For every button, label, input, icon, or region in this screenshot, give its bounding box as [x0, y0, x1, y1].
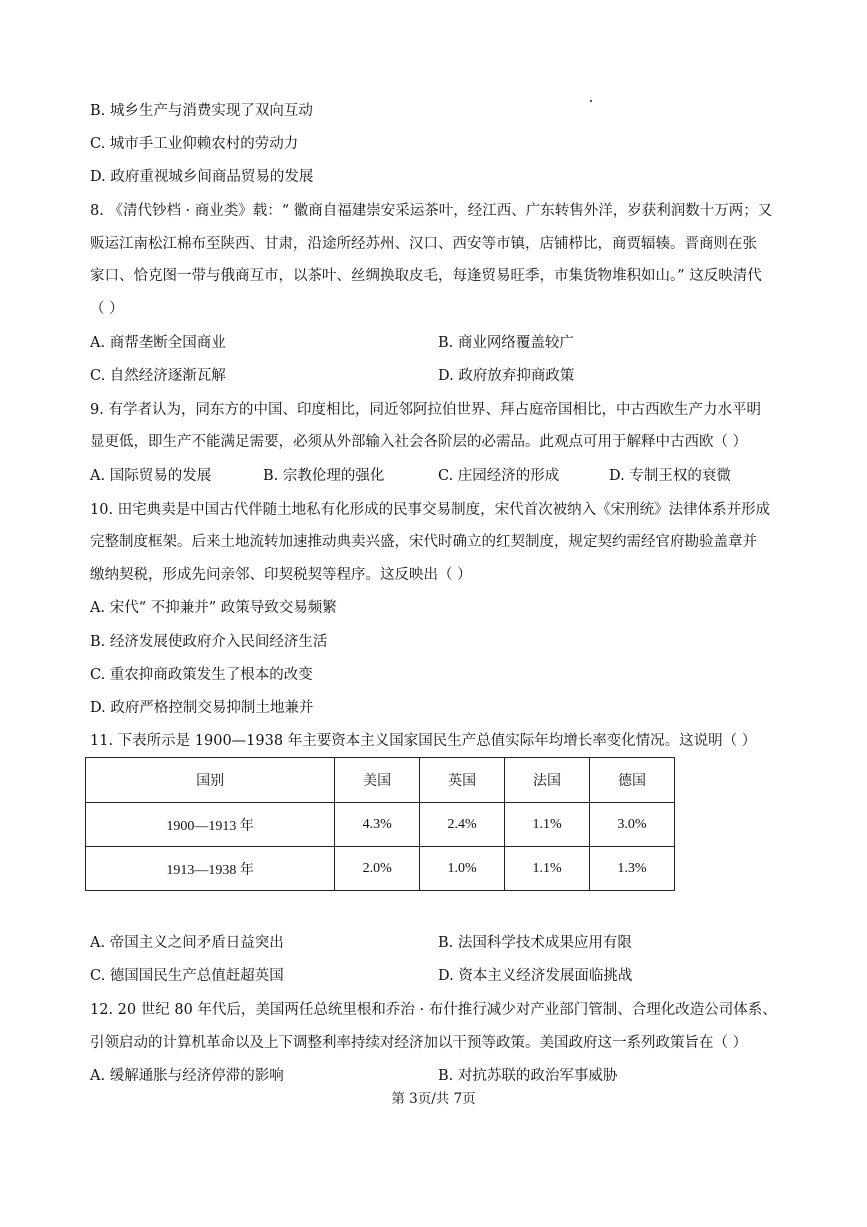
q11-option-d: D. 资本主义经济发展面临挑战	[438, 968, 633, 984]
table-cell: 1.3%	[590, 847, 675, 891]
q10-option-b: B. 经济发展使政府介入民间经济生活	[90, 634, 328, 650]
q12-option-a: A. 缓解通胀与经济停滞的影响	[90, 1068, 284, 1084]
q10-option-a: A. 宋代“ 不抑兼并” 政策导致交易频繁	[90, 600, 337, 616]
page-footer: 第 3页/共 7页	[391, 1091, 476, 1107]
table-cell: 1900—1913 年	[86, 803, 335, 847]
q9-stem-line: 9. 有学者认为，同东方的中国、印度相比，同近邻阿拉伯世界、拜占庭帝国相比，中古西欧生产力水平明	[90, 402, 761, 418]
q8-stem-line: 贩运江南松江棉布至陕西、甘肃，沿途所经苏州、汉口、西安等市镇，店铺栉比，商贾辐辏。晋商则在张	[90, 236, 757, 252]
q10-stem-line: 10. 田宅典卖是中国古代伴随土地私有化形成的民事交易制度，宋代首次被纳入《宋刑统》法律体系并形成	[90, 502, 771, 518]
q8-answer-bracket: （ ）	[90, 301, 124, 317]
q9-stem-line: 显更低，即生产不能满足需要，必须从外部输入社会各阶层的必需品。此观点可用于解释中古西欧（ ）	[90, 434, 748, 450]
q12-stem-line: 引领启动的计算机革命以及上下调整利率持续对经济加以干预等政策。美国政府这一系列政策旨在（ ）	[90, 1035, 748, 1051]
q11-option-b: B. 法国科学技术成果应用有限	[438, 935, 632, 951]
table-header-row	[86, 758, 675, 803]
q11-stem: 11. 下表所示是 1900—1938 年主要资本主义国家国民生产总值实际年均增长率变化情况。这说明（ ）	[90, 733, 757, 749]
q11-option-c: C. 德国国民生产总值赶超英国	[90, 968, 284, 984]
q9-option-c: C. 庄园经济的形成	[438, 468, 560, 484]
table-cell: 2.4%	[420, 803, 505, 847]
q7-option-b: B. 城乡生产与消费实现了双向互动	[90, 103, 313, 119]
q10-stem-line: 完整制度框架。后来土地流转加速推动典卖兴盛，宋代时确立的红契制度，规定契约需经官府勘验盖章并	[90, 534, 757, 550]
q10-option-d: D. 政府严格控制交易抑制土地兼并	[90, 700, 314, 716]
q12-option-b: B. 对抗苏联的政治军事威胁	[438, 1068, 618, 1084]
q8-option-c: C. 自然经济逐渐瓦解	[90, 368, 226, 384]
q8-option-b: B. 商业网络覆盖较广	[438, 335, 574, 351]
table-cell: 1.1%	[505, 803, 590, 847]
table-header-cell: 美国	[335, 758, 420, 803]
table-header-cell: 法国	[505, 758, 590, 803]
q8-stem-line: 8. 《清代钞档 · 商业类》载：“ 徽商自福建崇安采运茶叶，经江西、广东转售外洋，岁获利润数十万两；又	[90, 203, 773, 219]
q9-option-b: B. 宗教伦理的强化	[263, 468, 385, 484]
table-cell: 1.1%	[505, 847, 590, 891]
q8-option-a: A. 商帮垄断全国商业	[90, 335, 226, 351]
table-cell: 3.0%	[590, 803, 675, 847]
q9-option-d: D. 专制王权的衰微	[609, 468, 731, 484]
table-header-cell: 国别	[86, 758, 335, 803]
stray-mark	[590, 100, 592, 102]
q7-option-d: D. 政府重视城乡间商品贸易的发展	[90, 169, 314, 185]
table-cell: 1913—1938 年	[86, 847, 335, 891]
q9-option-a: A. 国际贸易的发展	[90, 468, 212, 484]
q11-option-a: A. 帝国主义之间矛盾日益突出	[90, 935, 284, 951]
table-cell: 1.0%	[420, 847, 505, 891]
table-row	[86, 803, 675, 847]
q8-stem-line: 家口、恰克图一带与俄商互市，以茶叶、丝绸换取皮毛，每逢贸易旺季，市集货物堆积如山。” 这反映清代	[90, 268, 762, 284]
table-cell: 4.3%	[335, 803, 420, 847]
table-header-cell: 英国	[420, 758, 505, 803]
q8-option-d: D. 政府放弃抑商政策	[438, 368, 575, 384]
q12-stem-line: 12. 20 世纪 80 年代后，美国两任总统里根和乔治 · 布什推行减少对产业部门管制、合理化改造公司体系、	[90, 1002, 777, 1018]
table-header-cell: 德国	[590, 758, 675, 803]
q10-stem-line: 缴纳契税，形成先问亲邻、印契税契等程序。这反映出（ ）	[90, 567, 472, 583]
q7-option-c: C. 城市手工业仰赖农村的劳动力	[90, 136, 299, 152]
table-cell: 2.0%	[335, 847, 420, 891]
gnp-growth-table	[85, 757, 675, 891]
table-row	[86, 847, 675, 891]
q10-option-c: C. 重农抑商政策发生了根本的改变	[90, 667, 313, 683]
